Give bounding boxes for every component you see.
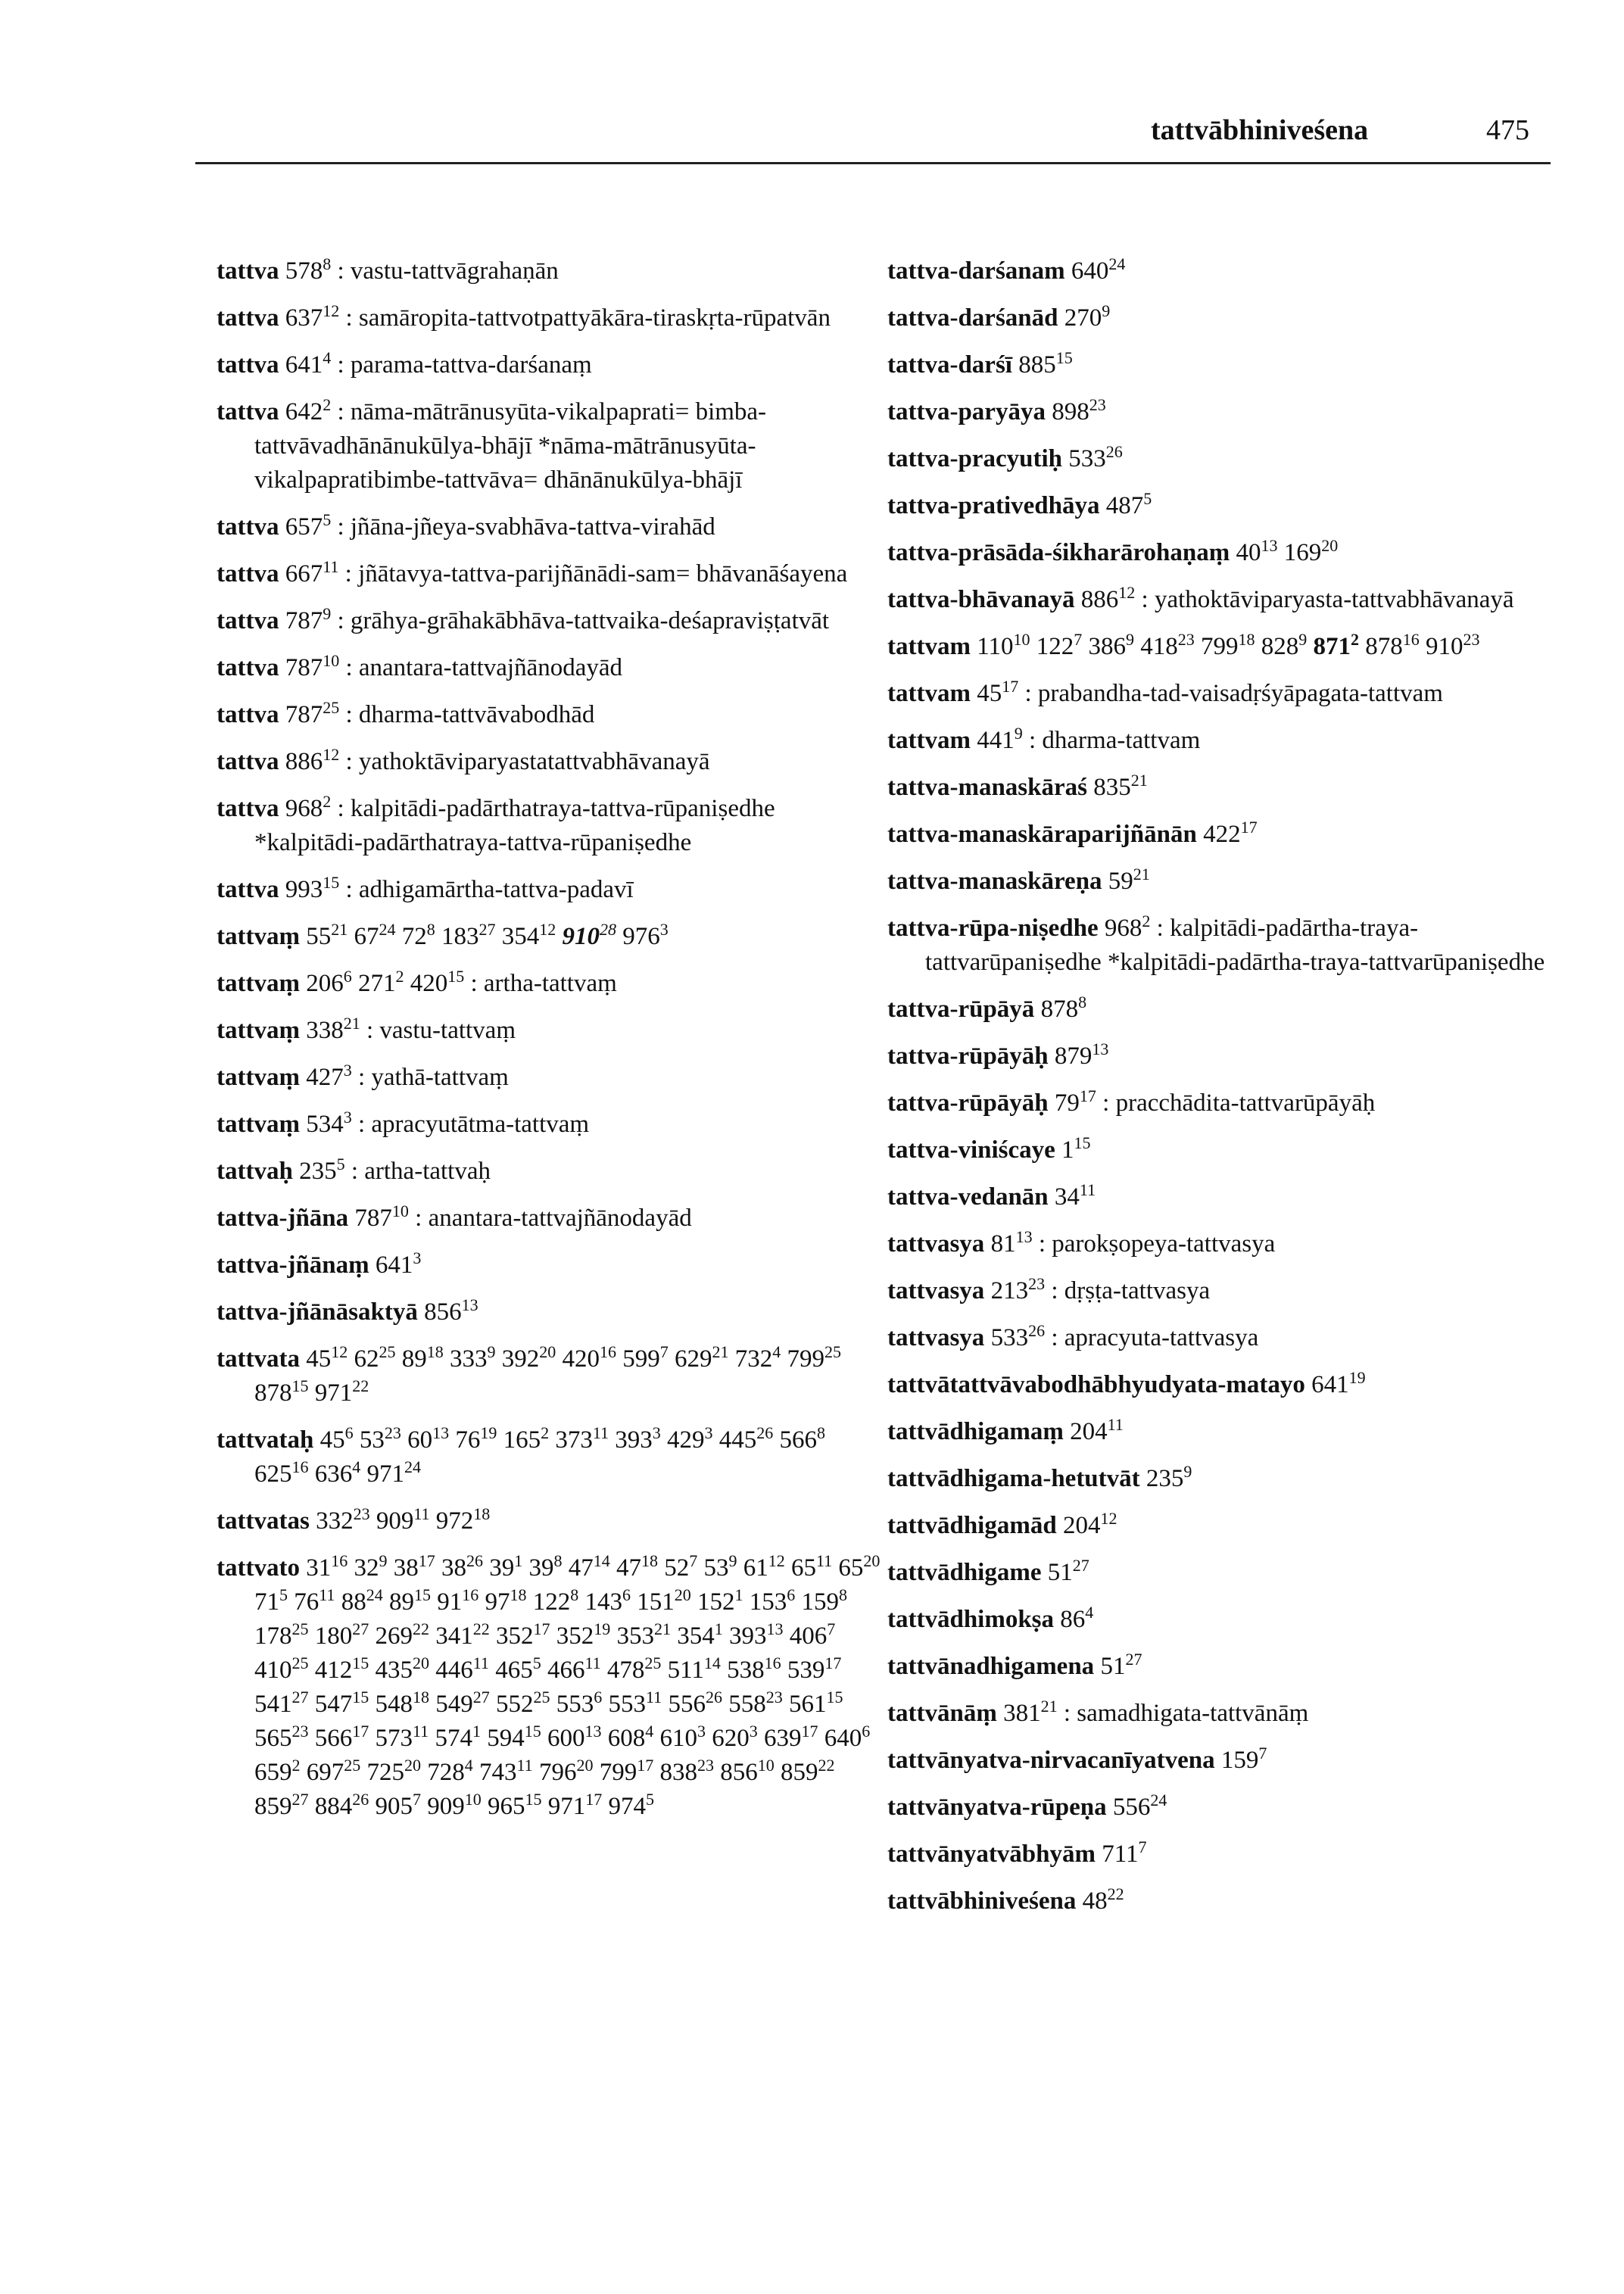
entry-headword: tattva [217, 607, 279, 634]
entry-references: $533^{26}$ [990, 1321, 1046, 1351]
entry-headword: tattvaṃ [217, 1017, 300, 1044]
entry-references: $534^3$ [306, 1108, 352, 1138]
index-entry [887, 1133, 1554, 1167]
entry-gloss: : kalpitādi-padārthatraya-tattva-rūpaniṣedhe *kalpitādi-padārthatraya-tattva-rūpaniṣedhe [254, 795, 775, 856]
entry-headword: tattvānyatva-rūpeṇa [887, 1794, 1107, 1821]
index-entry [217, 1342, 883, 1410]
entry-headword: tattvasya [887, 1277, 985, 1304]
entry-gloss: : jñātavya-tattva-parijñānādi-sam= bhāvanāśayena [344, 560, 848, 588]
entry-headword: tattvādhigame [887, 1559, 1042, 1586]
entry-references: $235^9$ [1146, 1462, 1192, 1492]
entry-headword: tattva-paryāya [887, 398, 1046, 425]
index-entry [217, 698, 883, 732]
running-header [1151, 114, 1545, 147]
entry-gloss: : kalpitādi-padārtha-traya-tattvarūpaniṣedhe *kalpitādi-padārtha-traya-tattvarūpaniṣedhe [925, 915, 1545, 976]
entry-references: $422^{17}$ [1203, 818, 1258, 848]
index-entry [887, 1462, 1554, 1496]
entry-references: $898^{23}$ [1052, 395, 1106, 425]
entry-headword: tattva-bhāvanayā [887, 586, 1075, 613]
entry-headword: tattva-darśī [887, 351, 1012, 379]
entry-headword: tattva-manaskāraś [887, 774, 1087, 801]
index-entry [887, 1556, 1554, 1590]
index-entry [217, 1504, 883, 1538]
entry-headword: tattvatas [217, 1507, 310, 1535]
index-entry [887, 1791, 1554, 1825]
entry-headword: tattva-vedanān [887, 1183, 1049, 1211]
index-entry [217, 1202, 883, 1236]
entry-headword: tattvam [887, 633, 971, 660]
entry-headword: tattva-jñānāsaktyā [217, 1298, 418, 1326]
index-entry [217, 254, 883, 288]
index-entry [217, 395, 883, 497]
entry-gloss: : vastu-tattvāgrahaṇān [337, 257, 559, 285]
entry-references: $578^8$ [285, 254, 332, 285]
entry-references: $51^{27}$ [1100, 1650, 1142, 1680]
entry-references: $968^2$ [285, 792, 332, 822]
entry-references: $332^{23}$ $909^{11}$ $972^{18}$ [316, 1504, 491, 1535]
entry-references: $787^9$ [285, 604, 332, 634]
entry-headword: tattvānāṃ [887, 1700, 997, 1727]
index-entry [217, 967, 883, 1001]
entry-references: $787^{25}$ [285, 698, 340, 728]
entry-references: $79^{17}$ [1054, 1086, 1096, 1117]
entry-references: $667^{11}$ [285, 557, 339, 588]
entry-headword: tattvādhigamaṃ [887, 1418, 1064, 1445]
entry-gloss: : dṛṣṭa-tattvasya [1051, 1277, 1211, 1304]
index-entry [887, 489, 1554, 523]
entry-headword: tattva [217, 304, 279, 332]
header-rule [195, 162, 1551, 164]
entry-gloss: : jñāna-jñeya-svabhāva-tattva-virahād [337, 513, 715, 541]
index-entry [887, 301, 1554, 335]
entry-headword: tattva [217, 560, 279, 588]
entry-references: $45^6$ $53^{23}$ $60^{13}$ $76^{19}$ $165^2$ $373^{11}$ $393^3$ $429^3$ $445^{26}$ $566^8$ $625^{16}$ $636^4$ $971^{24}$ [254, 1423, 825, 1488]
entry-references: $48^{22}$ [1082, 1884, 1124, 1915]
entry-gloss: : anantara-tattvajñānodayād [345, 654, 623, 681]
index-entry [887, 583, 1554, 617]
index-entry [217, 792, 883, 860]
entry-headword: tattvādhigamād [887, 1512, 1057, 1539]
entry-references: $533^{26}$ [1068, 442, 1123, 472]
index-entry [887, 993, 1554, 1027]
entry-headword: tattvaṃ [217, 970, 300, 997]
entry-headword: tattva-manaskāreṇa [887, 868, 1102, 895]
entry-gloss: : adhigamārtha-tattva-padavī [345, 876, 634, 903]
entry-references: $787^{10}$ [285, 651, 340, 681]
entry-headword: tattva [217, 351, 279, 379]
entry-headword: tattva [217, 795, 279, 822]
index-entry [217, 557, 883, 591]
page-number: 475 [1486, 114, 1529, 146]
index-entry [887, 1039, 1554, 1074]
entry-headword: tattva [217, 398, 279, 425]
index-entry [887, 1274, 1554, 1308]
entry-headword: tattvābhiniveśena [887, 1887, 1077, 1915]
entry-references: $40^{13}$ $169^{20}$ [1236, 536, 1339, 566]
index-entry [887, 724, 1554, 758]
entry-gloss: : samāropita-tattvotpattyākāra-tiraskṛta-rūpatvān [345, 304, 831, 332]
entry-headword: tattva-jñānaṃ [217, 1251, 369, 1279]
entry-headword: tattva-viniścaye [887, 1136, 1055, 1164]
entry-references: $51^{27}$ [1047, 1556, 1089, 1586]
entry-headword: tattva-jñāna [217, 1205, 349, 1232]
index-entry [887, 1321, 1554, 1355]
entry-headword: tattva-rūpāyāḥ [887, 1089, 1049, 1117]
entry-references: $45^{12}$ $62^{25}$ $89^{18}$ $333^9$ $392^{20}$ $420^{16}$ $599^7$ $629^{21}$ $732^4$ $799^{25}$ $878^{15}$ $971^{22}$ [254, 1342, 841, 1407]
entry-gloss: : samadhigata-tattvānāṃ [1063, 1700, 1309, 1727]
entry-headword: tattvānyatvābhyām [887, 1840, 1096, 1868]
entry-gloss: : nāma-mātrānusyūta-vikalpaprati= bimba-tattvāvadhānānukūlya-bhājī *nāma-mātrānusyūta-vikalpapratibimbe-tattvāva= dhānānukūlya-bhājī [254, 398, 767, 494]
entry-headword: tattva-rūpāyāḥ [887, 1043, 1049, 1070]
entry-references: $338^{21}$ [306, 1014, 360, 1044]
entry-headword: tattvato [217, 1554, 300, 1582]
entry-headword: tattvaṃ [217, 923, 300, 950]
index-entry [217, 510, 883, 544]
index-entry [887, 912, 1554, 980]
entry-gloss: : parokṣopeya-tattvasya [1038, 1230, 1276, 1258]
index-entry [887, 818, 1554, 852]
entry-gloss: : dharma-tattvāvabodhād [345, 701, 595, 728]
index-entry [887, 254, 1554, 288]
entry-references: $637^{12}$ [285, 301, 340, 332]
entry-headword: tattva-manaskāraparijñānān [887, 821, 1197, 848]
entry-headword: tattva-prativedhāya [887, 492, 1100, 519]
index-entry [887, 1837, 1554, 1872]
entry-references: $968^2$ [1104, 912, 1151, 942]
entry-references: $641^4$ [285, 348, 332, 379]
entry-headword: tattvātattvāvabodhābhyudyata-matayo [887, 1371, 1305, 1398]
entry-headword: tattvam [887, 680, 971, 707]
entry-references: $487^5$ [1105, 489, 1152, 519]
index-entry [217, 1061, 883, 1095]
index-entry [887, 1368, 1554, 1402]
entry-references: $556^{24}$ [1112, 1791, 1167, 1821]
index-entry [217, 745, 883, 779]
index-entry [217, 920, 883, 954]
entry-references: $885^{15}$ [1018, 348, 1073, 379]
entry-references: $641^{19}$ [1311, 1368, 1366, 1398]
index-entry [887, 771, 1554, 805]
entry-references: $45^{17}$ [977, 677, 1019, 707]
entry-gloss: : yathoktāviparyasta-tattvabhāvanayā [1141, 586, 1514, 613]
index-entry [217, 873, 883, 907]
index-entry [217, 1551, 883, 1824]
entry-headword: tattva [217, 257, 279, 285]
index-entry [887, 536, 1554, 570]
entry-headword: tattvata [217, 1345, 300, 1373]
entry-references: $204^{12}$ [1062, 1509, 1117, 1539]
entry-references: $206^6$ $271^2$ $420^{15}$ [306, 967, 465, 997]
entry-gloss: : yathā-tattvaṃ [357, 1064, 509, 1091]
index-entry [217, 348, 883, 382]
entry-gloss: : grāhya-grāhakābhāva-tattvaika-deśapraviṣṭatvāt [337, 607, 830, 634]
entry-references: $642^2$ [285, 395, 332, 425]
entry-headword: tattva [217, 748, 279, 775]
running-headword: tattvābhiniveśena [1151, 114, 1369, 146]
entry-references: $427^3$ [306, 1061, 352, 1091]
entry-gloss: : anantara-tattvajñānodayād [415, 1205, 692, 1232]
index-entry [887, 442, 1554, 476]
index-column-right [887, 254, 1554, 1931]
entry-references: $993^{15}$ [285, 873, 340, 903]
entry-gloss: : artha-tattvaṃ [470, 970, 617, 997]
entry-headword: tattva-darśanam [887, 257, 1065, 285]
entry-references: $31^{16}$ $32^9$ $38^{17}$ $38^{26}$ $39^1$ $39^8$ $47^{14}$ $47^{18}$ $52^7$ $53^9$ $61^{12}$ $65^{11}$ $65^{20}$ $71^5$ $76^{11}$ $88^{24}$ $89^{15}$ $91^{16}$ $97^{18}$ $122^8$ $143^6$ $151^{20}$ $152^1$ $153^6$ $159^8$ $178^{25}$ $180^{27}$ $269^{22}$ $341^{22}$ $352^{17}$ $352^{19}$ $353^{21}$ $354^1$ $393^{13}$ $406^7$ $410^{25}$ $412^{15}$ $435^{20}$ $446^{11}$ $465^5$ $466^{11}$ $478^{25}$ $511^{14}$ $538^{16}$ $539^{17}$ $541^{27}$ $547^{15}$ $548^{18}$ $549^{27}$ $552^{25}$ $553^6$ $553^{11}$ $556^{26}$ $558^{23}$ $561^{15}$ $565^{23}$ $566^{17}$ $573^{11}$ $574^1$ $594^{15}$ $600^{13}$ $608^4$ $610^3$ $620^3$ $639^{17}$ $640^6$ $659^2$ $697^{25}$ $725^{20}$ $728^4$ $743^{11}$ $796^{20}$ $799^{17}$ $838^{23}$ $856^{10}$ $859^{22}$ $859^{27}$ $884^{26}$ $905^7$ $909^{10}$ $965^{15}$ $971^{17}$ $974^5$ [254, 1551, 881, 1820]
entry-gloss: : prabandha-tad-vaisadṛśyāpagata-tattvam [1024, 680, 1443, 707]
index-entry [887, 677, 1554, 711]
index-entry [887, 1650, 1554, 1684]
entry-gloss: : apracyutātma-tattvaṃ [357, 1111, 590, 1138]
entry-headword: tattvādhimokṣa [887, 1606, 1055, 1633]
index-entry [217, 1295, 883, 1329]
index-entry [887, 348, 1554, 382]
index-entry [887, 395, 1554, 429]
entry-headword: tattva-rūpāyā [887, 996, 1035, 1023]
entry-headword: tattva-pracyutiḥ [887, 445, 1062, 472]
entry-headword: tattvānyatva-nirvacanīyatvena [887, 1747, 1215, 1774]
entry-references: $835^{21}$ [1093, 771, 1148, 801]
index-column-left [217, 254, 883, 1837]
index-entry [887, 1227, 1554, 1261]
entry-gloss: : vastu-tattvaṃ [366, 1017, 516, 1044]
index-entry [887, 630, 1554, 664]
index-entry [217, 604, 883, 638]
entry-headword: tattva-rūpa-niṣedhe [887, 915, 1099, 942]
entry-headword: tattvasya [887, 1230, 985, 1258]
entry-references: $879^{13}$ [1054, 1039, 1109, 1070]
entry-headword: tattva [217, 701, 279, 728]
entry-references: $34^{11}$ [1054, 1180, 1096, 1211]
index-entry [217, 1155, 883, 1189]
entry-headword: tattva [217, 513, 279, 541]
entry-references: $640^{24}$ [1071, 254, 1126, 285]
index-entry [887, 1086, 1554, 1121]
entry-headword: tattvasya [887, 1324, 985, 1351]
entry-gloss: : yathoktāviparyastatattvabhāvanayā [345, 748, 710, 775]
entry-references: $159^7$ [1220, 1744, 1267, 1774]
entry-headword: tattva [217, 654, 279, 681]
index-entry [887, 1415, 1554, 1449]
index-entry [887, 865, 1554, 899]
entry-headword: tattvādhigama-hetutvāt [887, 1465, 1140, 1492]
index-entry [887, 1180, 1554, 1214]
entry-references: $235^5$ [299, 1155, 345, 1185]
entry-references: $886^{12}$ [1080, 583, 1136, 613]
entry-headword: tattvam [887, 727, 971, 754]
entry-references: $59^{21}$ [1108, 865, 1150, 895]
entry-references: $86^4$ [1060, 1603, 1094, 1633]
index-entry [217, 1423, 883, 1491]
entry-references: $204^{11}$ [1070, 1415, 1124, 1445]
entry-headword: tattvaṃ [217, 1064, 300, 1091]
entry-headword: tattva-darśanād [887, 304, 1058, 332]
index-entry [887, 1884, 1554, 1918]
entry-references: $110^{10}$ $122^7$ $386^9$ $418^{23}$ $799^{18}$ $828^9$ $871^2$ $878^{16}$ $910^{23}$ [977, 630, 1480, 660]
index-entry [217, 1248, 883, 1283]
index-entry [217, 301, 883, 335]
entry-headword: tattvānadhigamena [887, 1653, 1095, 1680]
entry-references: $886^{12}$ [285, 745, 340, 775]
entry-references: $381^{21}$ [1003, 1697, 1058, 1727]
entry-references: $641^3$ [375, 1248, 422, 1279]
entry-references: $657^5$ [285, 510, 332, 541]
entry-references: $441^9$ [977, 724, 1023, 754]
entry-references: $1^{15}$ [1061, 1133, 1091, 1164]
entry-headword: tattva [217, 876, 279, 903]
entry-headword: tattvaṃ [217, 1111, 300, 1138]
index-entry [217, 651, 883, 685]
index-entry [887, 1603, 1554, 1637]
entry-references: $856^{13}$ [424, 1295, 478, 1326]
entry-headword: tattvaḥ [217, 1158, 293, 1185]
entry-gloss: : artha-tattvaḥ [351, 1158, 491, 1185]
entry-gloss: : dharma-tattvam [1028, 727, 1201, 754]
index-entry [217, 1108, 883, 1142]
entry-references: $81^{13}$ [990, 1227, 1033, 1258]
entry-headword: tattvataḥ [217, 1426, 314, 1454]
entry-references: $55^{21}$ $67^{24}$ $72^8$ $183^{27}$ $354^{12}$ $910^{28}$ $976^3$ [306, 920, 669, 950]
entry-references: $711^7$ [1102, 1837, 1147, 1868]
index-entry [887, 1509, 1554, 1543]
index-entry [887, 1744, 1554, 1778]
entry-references: $787^{10}$ [354, 1202, 409, 1232]
entry-references: $213^{23}$ [990, 1274, 1046, 1304]
entry-references: $878^8$ [1040, 993, 1087, 1023]
index-entry [217, 1014, 883, 1048]
entry-gloss: : pracchādita-tattvarūpāyāḥ [1102, 1089, 1376, 1117]
entry-references: $270^9$ [1064, 301, 1111, 332]
index-entry [887, 1697, 1554, 1731]
entry-headword: tattva-prāsāda-śikharārohaṇaṃ [887, 539, 1230, 566]
entry-gloss: : apracyuta-tattvasya [1051, 1324, 1259, 1351]
entry-gloss: : parama-tattva-darśanaṃ [337, 351, 592, 379]
